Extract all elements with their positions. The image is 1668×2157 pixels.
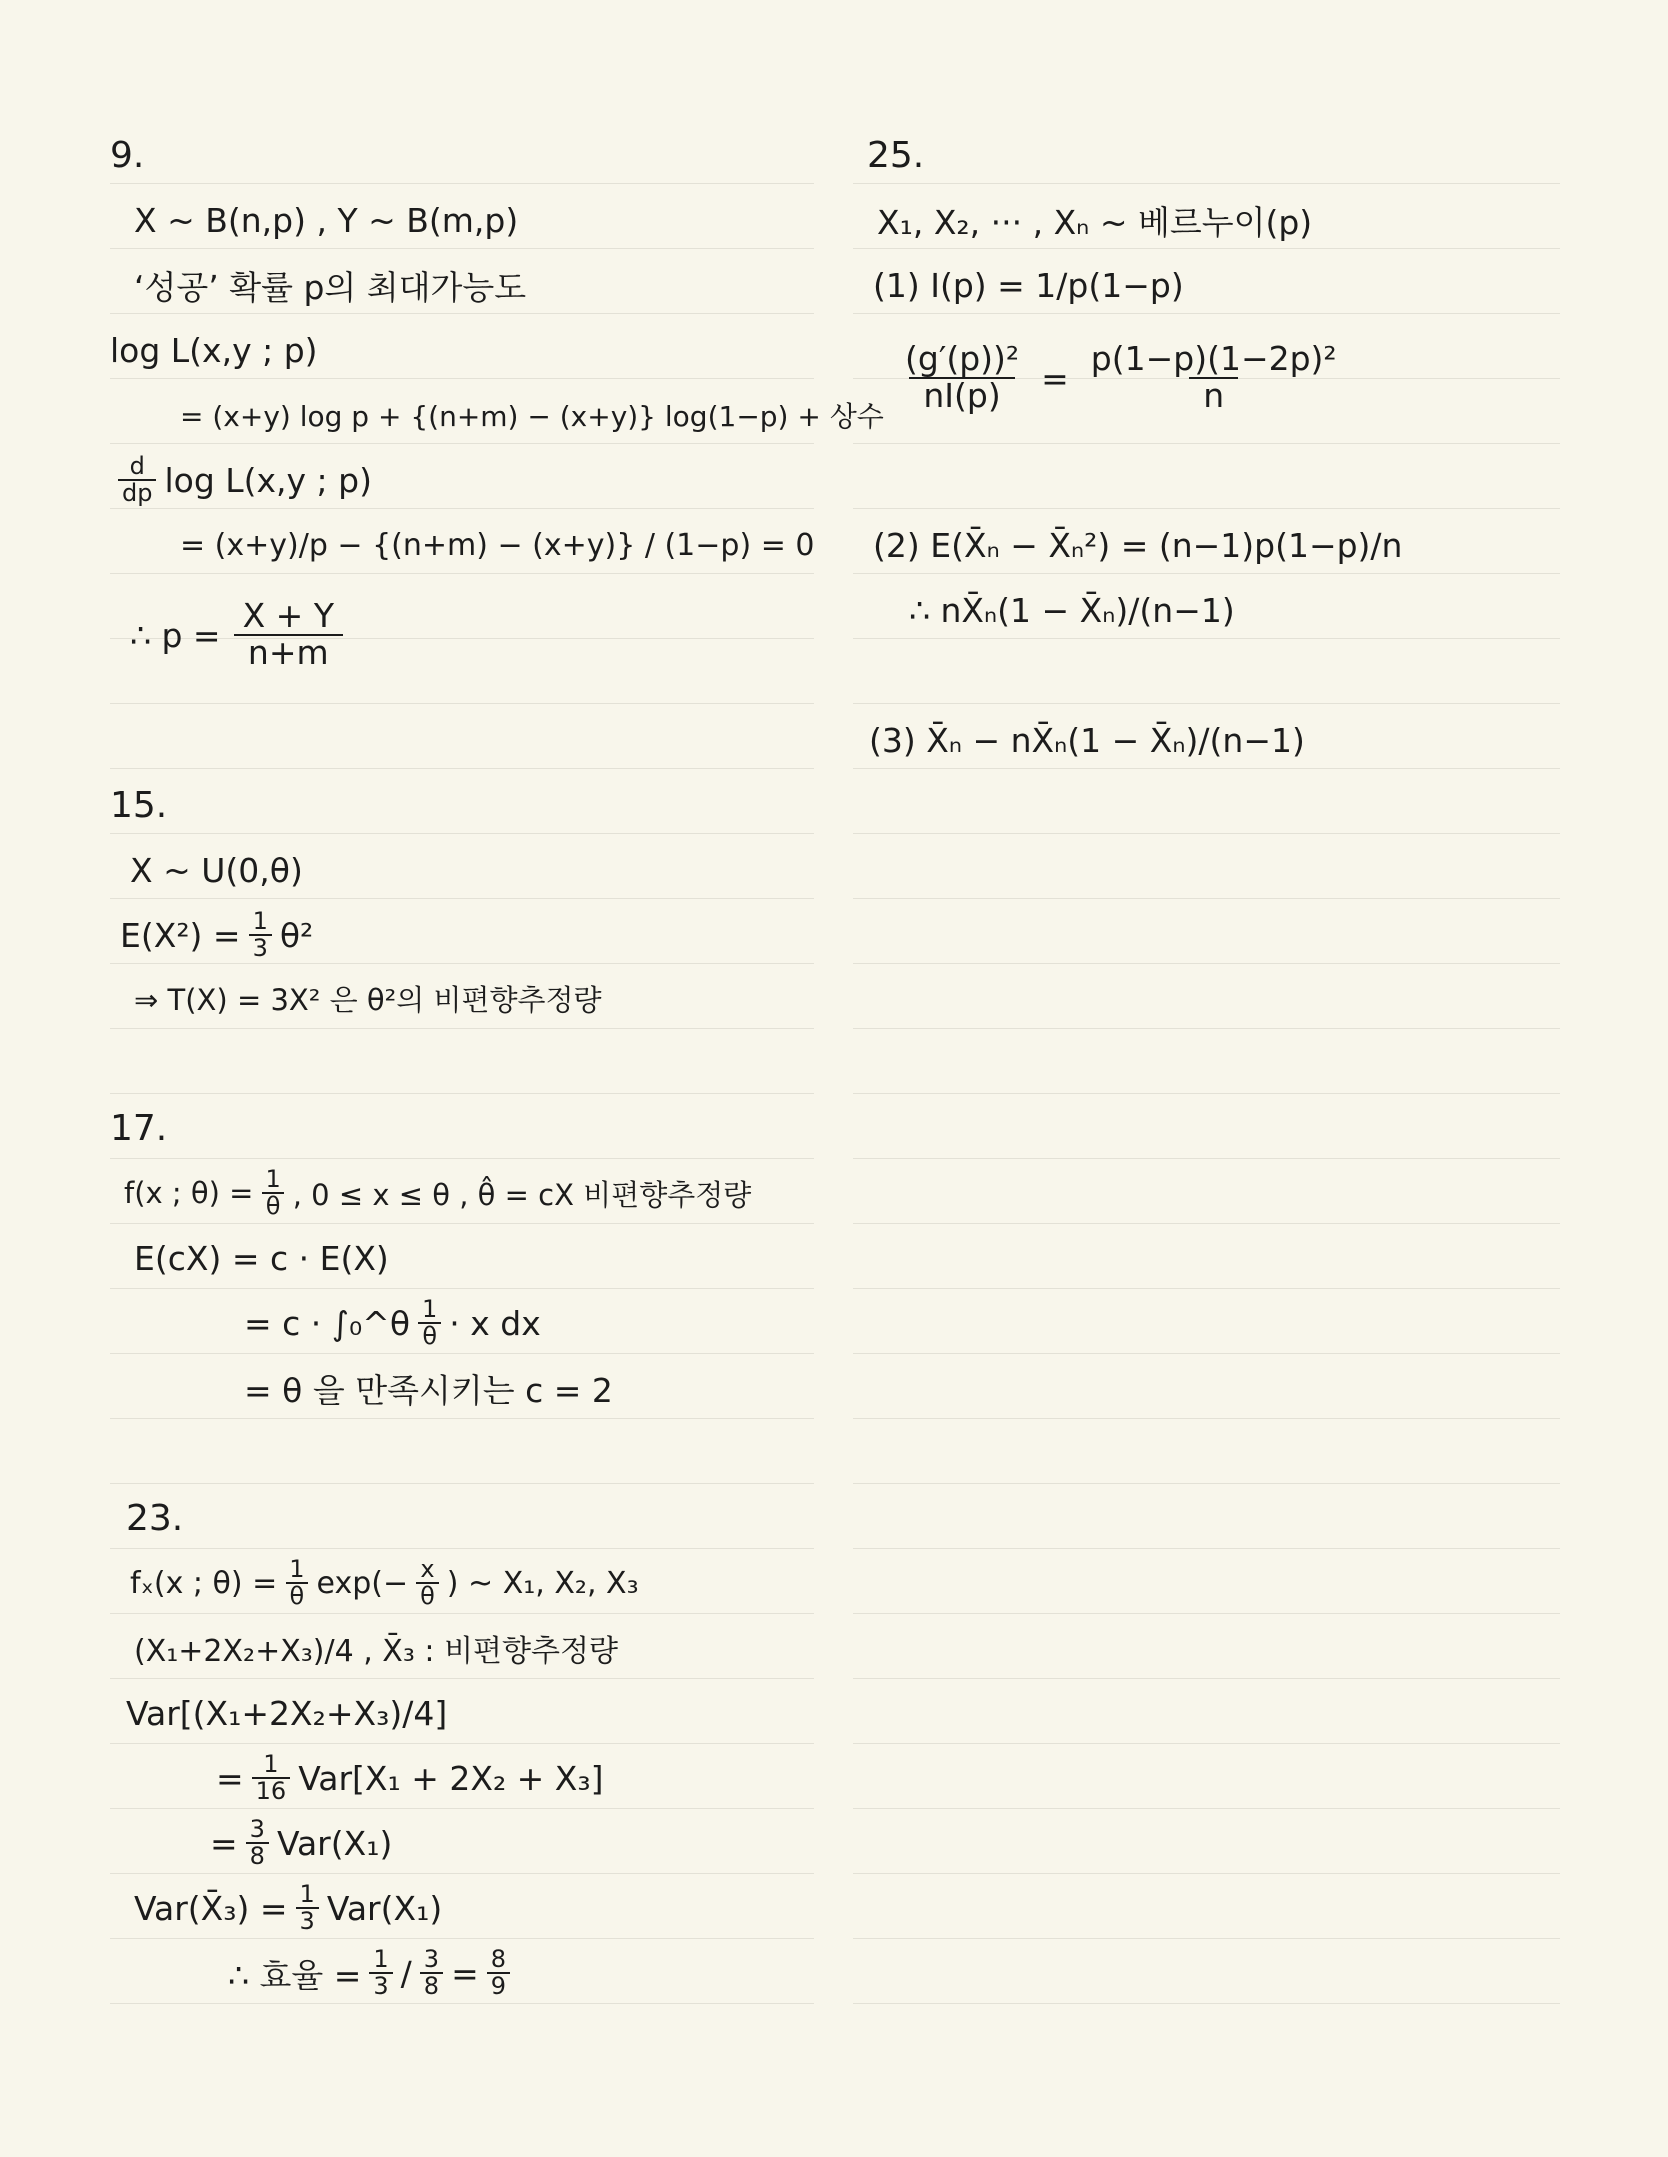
equation-text: = θ 을 만족시키는 c = 2	[244, 1370, 613, 1410]
equation-text: X₁, X₂, ··· , Xₙ ~ 베르누이(p)	[877, 202, 1313, 242]
fraction-numerator: (g′(p))²	[905, 339, 1020, 379]
problem-25-line	[853, 710, 1560, 770]
problem-number: 17.	[110, 1107, 168, 1149]
ruled-line	[110, 768, 814, 769]
problem-9-line	[110, 385, 884, 445]
fraction-denominator: θ	[262, 1192, 285, 1219]
equation-text: X ~ U(0,θ)	[130, 850, 303, 890]
ruled-line	[110, 1158, 814, 1159]
problem-15-number	[110, 775, 814, 835]
problem-25-line	[853, 580, 1560, 640]
ruled-line	[853, 1483, 1560, 1484]
problem-25-line	[853, 190, 1560, 250]
fraction-numerator: 1	[373, 1944, 389, 1973]
ruled-line	[110, 1093, 814, 1094]
equation-text: ∴ nX̄ₙ(1 − X̄ₙ)/(n−1)	[909, 590, 1235, 630]
fraction-numerator: X + Y	[242, 596, 334, 636]
fraction-numerator: 8	[490, 1944, 507, 1973]
problem-23-line	[110, 1683, 814, 1743]
problem-15-line	[110, 840, 814, 900]
ruled-line	[853, 1743, 1560, 1744]
equation-text: , 0 ≤ x ≤ θ , θ̂ = cX 비편향추정량	[292, 1177, 752, 1212]
equation-text: (3) X̄ₙ − nX̄ₙ(1 − X̄ₙ)/(n−1)	[869, 720, 1305, 760]
fraction	[261, 1164, 284, 1220]
ruled-line	[853, 1938, 1560, 1939]
problem-17-line	[110, 1228, 814, 1288]
equation-text: f(x ; θ) =	[124, 1176, 254, 1210]
equation-text: exp(−	[316, 1565, 409, 1601]
fraction-denominator: n	[1189, 377, 1238, 414]
ruled-line	[110, 1548, 814, 1549]
problem-15-line	[110, 905, 814, 965]
equation-text: Var(X₁)	[276, 1823, 393, 1863]
ruled-line	[110, 1613, 814, 1614]
equation-text: =	[1041, 358, 1069, 398]
equation-text: /	[400, 1953, 412, 1993]
equation-text: X ~ B(n,p) , Y ~ B(m,p)	[134, 200, 519, 240]
fraction-numerator: 1	[422, 1294, 438, 1323]
ruled-line	[853, 1093, 1560, 1094]
fraction	[891, 339, 1033, 415]
problem-17-line	[110, 1358, 814, 1418]
fraction-denominator: dp	[118, 479, 156, 506]
equation-text: log L(x,y ; p)	[110, 330, 318, 370]
ruled-line	[853, 898, 1560, 899]
equation-text: Var[(X₁+2X₂+X₃)/4]	[126, 1693, 448, 1733]
equation-text: =	[216, 1758, 244, 1798]
fraction-denominator: θ	[416, 1582, 439, 1609]
ruled-line	[110, 1678, 814, 1679]
fraction-denominator: 3	[369, 1972, 392, 1999]
equation-text: ⇒ T(X) = 3X² 은 θ²의 비편향추정량	[134, 982, 602, 1017]
equation-text: ∴ 효율 =	[228, 1955, 362, 1995]
ruled-line	[110, 1873, 814, 1874]
problem-9-line	[110, 450, 814, 510]
problem-23-line	[110, 1878, 814, 1938]
equation-text: (2) E(X̄ₙ − X̄ₙ²) = (n−1)p(1−p)/n	[873, 525, 1403, 565]
fraction-denominator: θ	[286, 1582, 309, 1609]
fraction	[252, 1749, 291, 1805]
ruled-line	[110, 1353, 814, 1354]
equation-text: E(X²) =	[120, 915, 241, 955]
ruled-line	[110, 1938, 814, 1939]
ruled-line	[853, 508, 1560, 509]
problem-17-line	[110, 1293, 814, 1353]
fraction-numerator: 3	[423, 1944, 440, 1973]
ruled-line	[110, 1223, 814, 1224]
fraction	[296, 1879, 319, 1935]
equation-text: fₓ(x ; θ) =	[130, 1565, 278, 1601]
fraction-denominator: 3	[296, 1907, 319, 1934]
fraction-denominator: nI(p)	[909, 377, 1014, 414]
fraction-denominator: θ	[418, 1322, 441, 1349]
fraction-numerator: 3	[249, 1814, 265, 1843]
problem-23-line	[110, 1748, 814, 1808]
problem-23-line	[110, 1943, 814, 2003]
equation-text: · x dx	[449, 1303, 541, 1343]
ruled-line	[853, 963, 1560, 964]
equation-text: = c · ∫₀^θ	[244, 1303, 411, 1343]
fraction	[418, 1294, 441, 1350]
ruled-line	[110, 1808, 814, 1809]
ruled-line	[853, 2003, 1560, 2004]
equation-text: ∴ p =	[130, 615, 221, 655]
problem-number: 25.	[867, 134, 925, 176]
problem-9-line	[110, 320, 814, 380]
equation-text: =	[210, 1823, 238, 1863]
ruled-line	[853, 1158, 1560, 1159]
equation-text: (X₁+2X₂+X₃)/4 , X̄₃ : 비편향추정량	[134, 1634, 618, 1669]
ruled-line	[110, 1028, 814, 1029]
fraction	[285, 1554, 308, 1610]
problem-9-number	[110, 125, 814, 185]
problem-9-line	[110, 190, 814, 250]
ruled-line	[853, 1223, 1560, 1224]
equation-text: E(cX) = c · E(X)	[134, 1238, 389, 1278]
fraction	[1077, 339, 1351, 415]
ruled-line	[110, 1288, 814, 1289]
fraction-denominator: 8	[420, 1972, 443, 1999]
fraction	[416, 1554, 439, 1610]
fraction	[246, 1814, 269, 1870]
equation-text: Var(X̄₃) =	[134, 1888, 288, 1928]
equation-text: =	[451, 1953, 479, 1993]
fraction	[487, 1944, 510, 2000]
equation-text: (1) I(p) = 1/p(1−p)	[873, 265, 1184, 305]
fraction-numerator: 1	[299, 1879, 315, 1908]
equation-text: = (x+y) log p + {(n+m) − (x+y)} log(1−p) + 상수	[180, 400, 884, 433]
fraction-numerator: 1	[289, 1554, 305, 1583]
ruled-line	[110, 1418, 814, 1419]
problem-number: 9.	[110, 134, 145, 176]
ruled-line	[853, 1548, 1560, 1549]
ruled-line	[853, 1613, 1560, 1614]
fraction-denominator: 9	[487, 1972, 510, 1999]
problem-25-line	[853, 255, 1560, 315]
ruled-line	[853, 833, 1560, 834]
fraction-denominator: n+m	[234, 634, 343, 671]
fraction-denominator: 8	[246, 1842, 269, 1869]
fraction-numerator: d	[129, 451, 145, 480]
ruled-line	[853, 703, 1560, 704]
ruled-line	[853, 1353, 1560, 1354]
ruled-line	[110, 703, 814, 704]
fraction	[249, 906, 272, 962]
problem-17-line	[110, 1163, 814, 1223]
fraction-numerator: 1	[265, 1164, 281, 1193]
problem-25-line	[853, 515, 1560, 575]
ruled-line	[853, 1808, 1560, 1809]
problem-25-line	[853, 318, 1560, 438]
ruled-line	[110, 1483, 814, 1484]
ruled-line	[853, 443, 1560, 444]
equation-text: = (x+y)/p − {(n+m) − (x+y)} / (1−p) = 0	[180, 527, 815, 563]
fraction-numerator: 1	[263, 1749, 279, 1778]
problem-number: 15.	[110, 784, 168, 826]
fraction	[369, 1944, 392, 2000]
derivative-fraction	[118, 451, 156, 507]
fraction-numerator: 1	[252, 906, 268, 935]
equation-text: log L(x,y ; p)	[164, 460, 372, 500]
problem-number: 23.	[126, 1497, 184, 1539]
ruled-line	[853, 1418, 1560, 1419]
ruled-line	[853, 1873, 1560, 1874]
equation-text: Var[X₁ + 2X₂ + X₃]	[298, 1758, 604, 1798]
ruled-line	[853, 1028, 1560, 1029]
fraction	[420, 1944, 443, 2000]
problem-15-line	[110, 968, 814, 1028]
equation-text: θ²	[279, 915, 314, 955]
answer-fraction	[229, 596, 348, 672]
fraction-numerator: x	[420, 1554, 435, 1583]
problem-25-number	[853, 125, 1560, 185]
fraction-denominator: 16	[252, 1777, 291, 1804]
problem-9-line	[110, 585, 814, 685]
ruled-line	[853, 1678, 1560, 1679]
fraction-denominator: 3	[249, 934, 272, 961]
problem-23-line	[110, 1618, 814, 1678]
ruled-line	[110, 2003, 814, 2004]
problem-9-line	[110, 515, 814, 575]
problem-23-line	[110, 1813, 814, 1873]
equation-text: ‘성공’ 확률 p의 최대가능도	[134, 267, 527, 307]
problem-23-number	[110, 1488, 814, 1548]
ruled-line	[110, 1743, 814, 1744]
equation-text: ) ~ X₁, X₂, X₃	[446, 1565, 639, 1601]
ruled-line	[853, 1288, 1560, 1289]
problem-23-line	[110, 1553, 814, 1613]
problem-9-line	[110, 255, 814, 315]
equation-text: Var(X₁)	[326, 1888, 443, 1928]
problem-17-number	[110, 1098, 814, 1158]
fraction-numerator: p(1−p)(1−2p)²	[1090, 339, 1337, 379]
